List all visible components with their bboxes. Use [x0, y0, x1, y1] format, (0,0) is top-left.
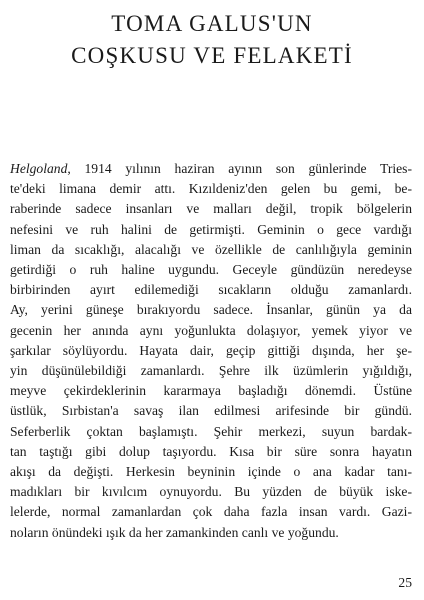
text-line-rest: , 1914 yılının haziran ayının son günlerinde Tries- [67, 161, 412, 176]
text-line: şarkılar söylüyordu. Hayata dair, geçip gittiği dışında, her şe- [10, 342, 412, 358]
chapter-title-line-1: TOMA GALUS'UN [111, 11, 313, 36]
text-line: getirdiği o ruh haline uygundu. Geceyle gündüzün neredeyse [10, 262, 412, 278]
chapter-title [0, 8, 424, 72]
text-line: yin düşünülebildiği zamanlardı. Şehre ilk üzümlerin yığıldığı, [10, 363, 412, 379]
text-line: tan taştığı gibi dolup taşıyordu. Kısa bir süre sonra hayatın [10, 443, 412, 459]
text-line: liman da sıcaklığı, alacalığı ve özellikle de canlılığıyla geminin [10, 241, 412, 257]
text-line: lelerde, normal zamanlardan çok daha fazla insan vardı. Gazi- [10, 504, 412, 520]
text-line: Ay, yerini güneşe bırakıyordu sadece. İnsanlar, günün ya da [10, 302, 412, 318]
text-line: noların önündeki ışık da her zamankinden canlı ve yoğundu. [10, 524, 339, 540]
text-line: te'deki limana demir attı. Kızıldeniz'den gelen bu gemi, be- [10, 181, 412, 197]
page-number: 25 [398, 575, 412, 590]
text-line: akışı da değişti. Herkesin beyninin içinde o ana kadar tanı- [10, 464, 412, 480]
text-line: nefesini ve ruh halini de getirmişti. Geminin o gece vardığı [10, 221, 412, 237]
text-line: meyve çekirdeklerinin kararmaya başladığı dönemdi. Üstüne [10, 383, 412, 399]
body-paragraph [10, 159, 412, 543]
text-line: üstlük, Sırbistan'a savaş ilan edilmesi arifesinde bir gündü. [10, 403, 412, 419]
text-line: birbirinden ayırt edilemediği sıcakların olduğu zamanlardı. [10, 282, 412, 298]
chapter-title-line-2: COŞKUSU VE FELAKETİ [71, 43, 353, 68]
text-line: Seferberlik çoktan başlamıştı. Şehir merkezi, suyun bardak- [10, 423, 412, 439]
text-line: raberinde sadece insanları ve malları değil, tropik bölgelerin [10, 201, 412, 217]
text-line: gecenin her anında aynı yoğunlukta dolaşıyor, yemek yiyor ve [10, 322, 412, 338]
text-line: madıkları bir kıvılcım oynuyordu. Bu yüzden de büyük iske- [10, 484, 412, 500]
text-line [10, 159, 412, 179]
ship-name: Helgoland [10, 161, 68, 176]
